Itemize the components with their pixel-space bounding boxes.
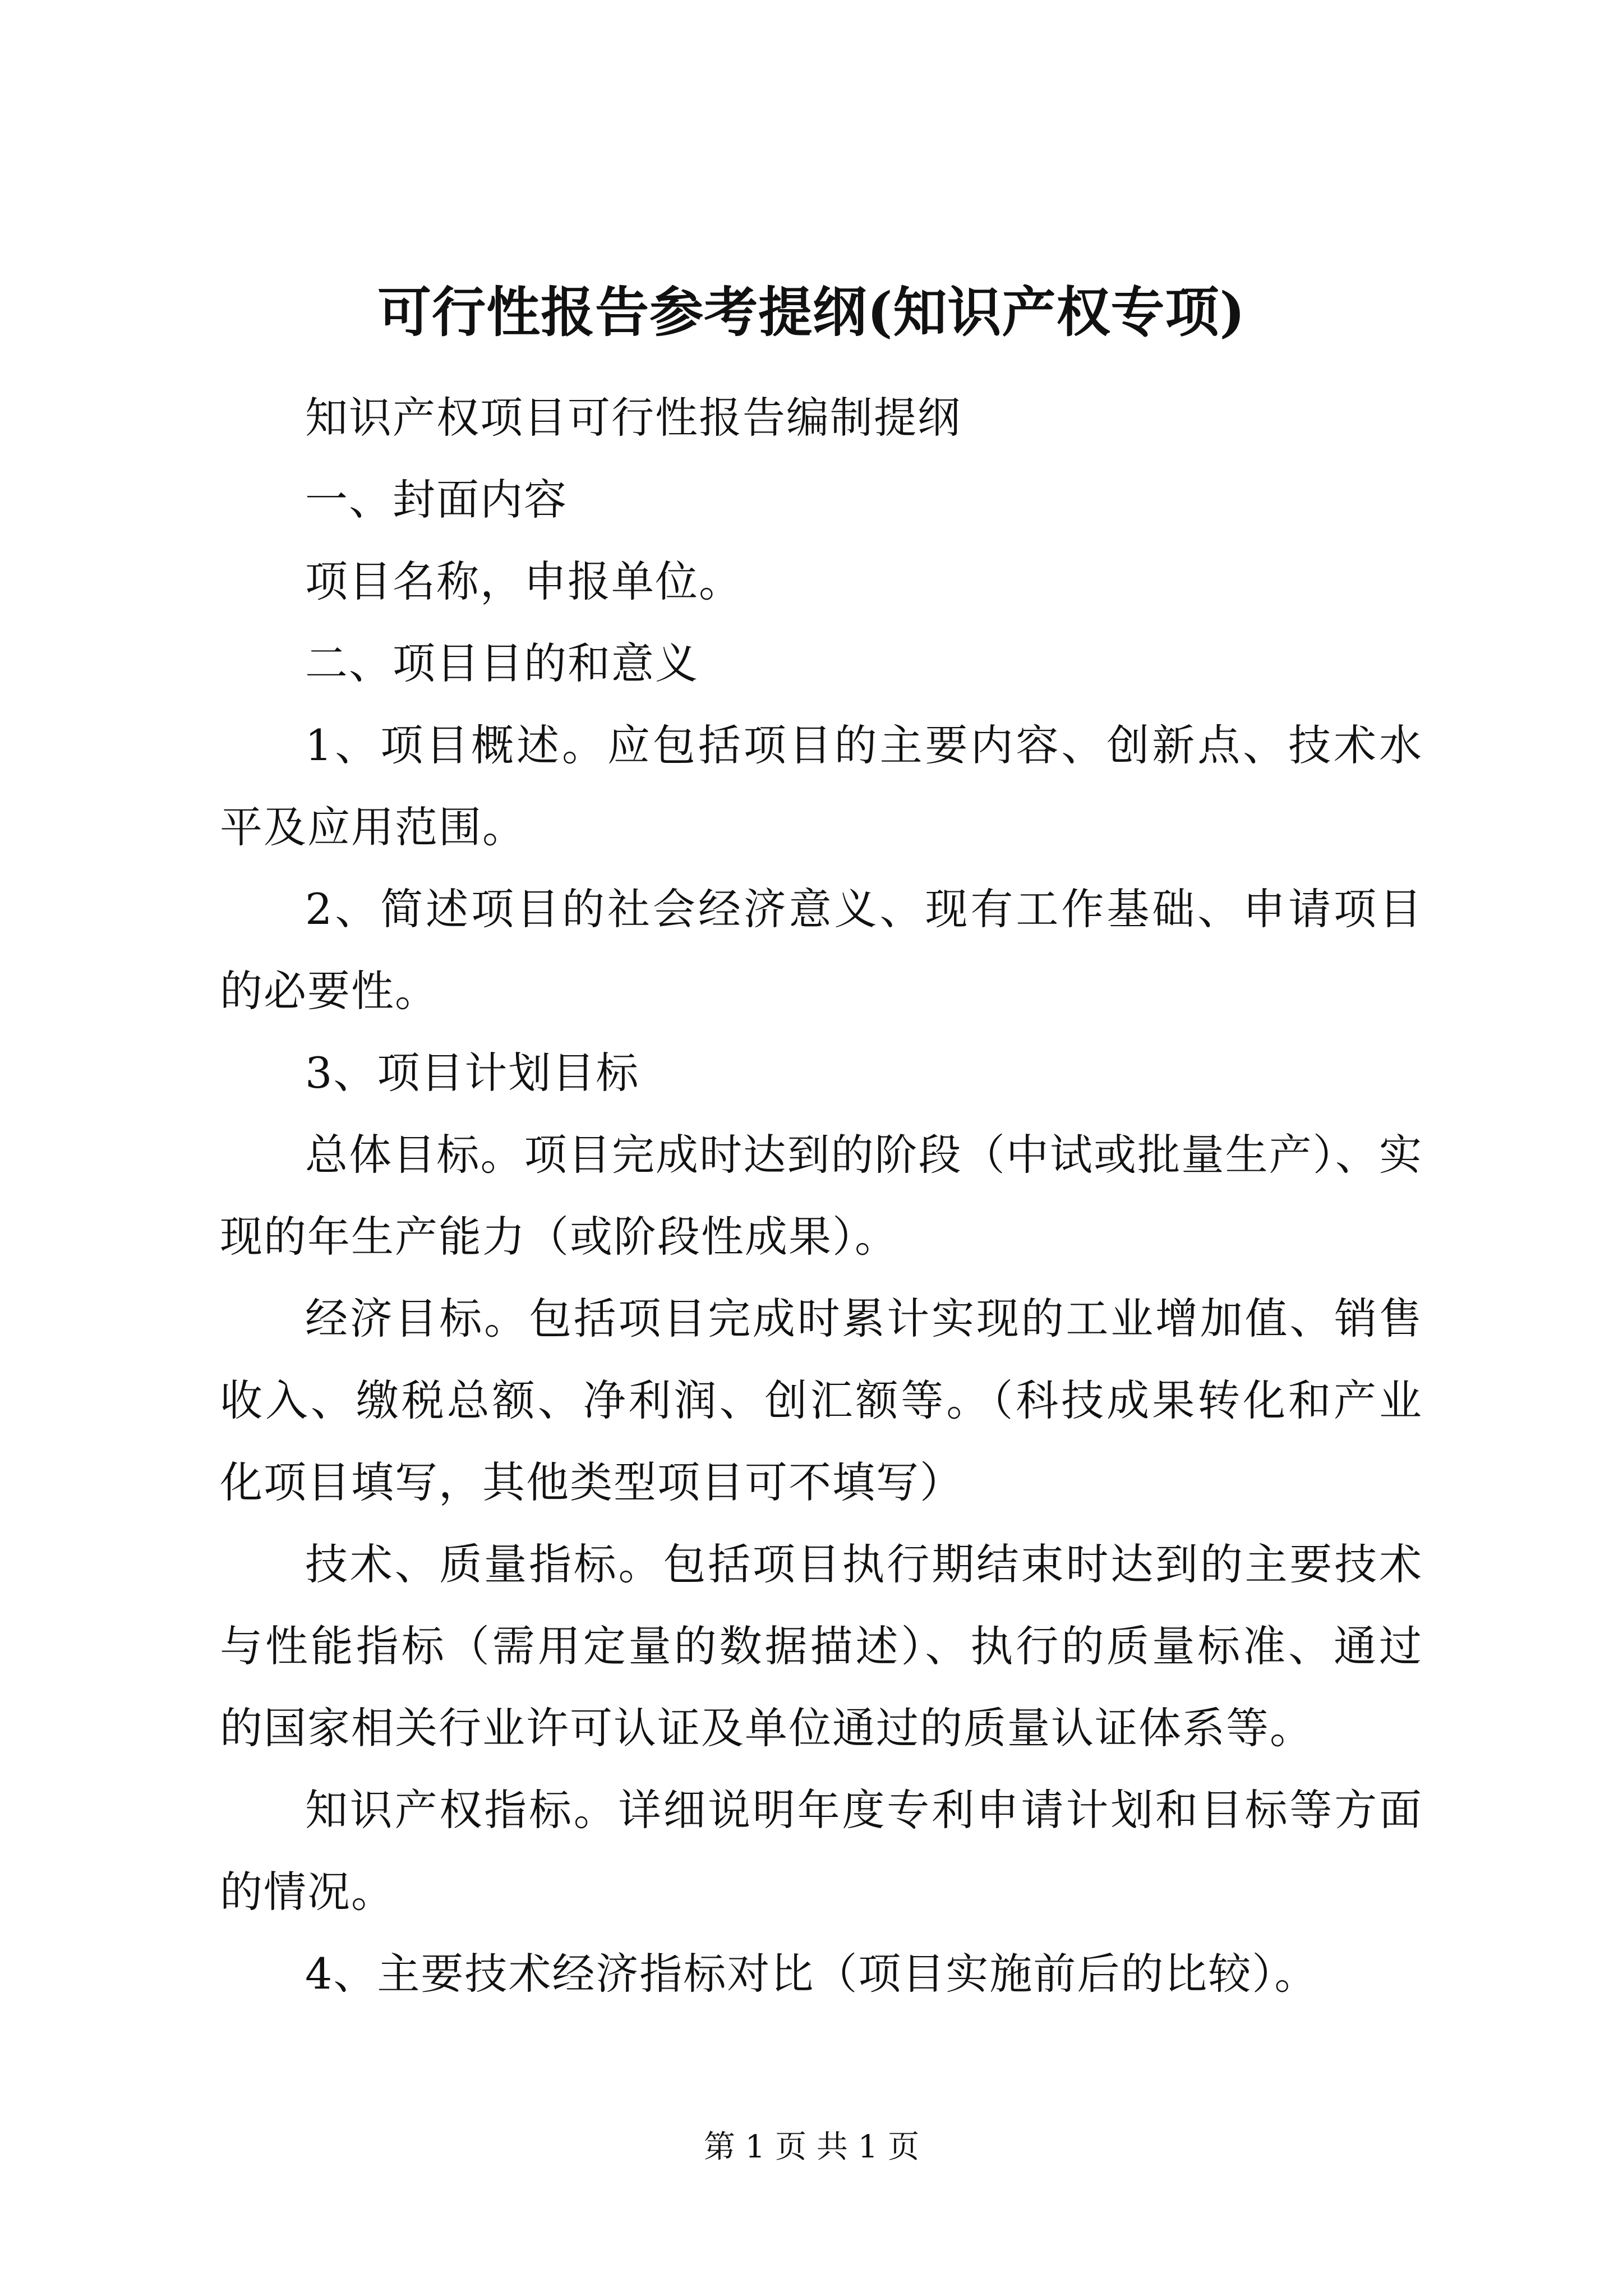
document-title: 可行性报告参考提纲(知识产权专项) — [377, 280, 1246, 344]
paragraph-economic-goal: 经济目标。包括项目完成时累计实现的工业增加值、销售收入、缴税总额、净利润、创汇额等。（科技成果转化和产业化项目填写，其他类型项目可不填写） — [220, 1294, 1423, 1507]
paragraph-item-1: 1、项目概述。应包括项目的主要内容、创新点、技术水平及应用范围。 — [220, 720, 1423, 852]
paragraph-ip-indicators: 知识产权指标。详细说明年度专利申请计划和目标等方面的情况。 — [220, 1785, 1423, 1917]
paragraph-overall-goal: 总体目标。项目完成时达到的阶段（中试或批量生产）、实现的年生产能力（或阶段性成果）。 — [220, 1130, 1423, 1262]
paragraph-item-3: 3、项目计划目标 — [305, 1048, 640, 1098]
paragraph-subtitle: 知识产权项目可行性报告编制提纲 — [305, 393, 961, 443]
paragraph-cover-items: 项目名称，申报单位。 — [305, 556, 743, 606]
paragraph-item-2: 2、简述项目的社会经济意义、现有工作基础、申请项目的必要性。 — [220, 884, 1423, 1016]
page-footer: 第 1 页 共 1 页 — [703, 2129, 920, 2165]
paragraph-section-1: 一、封面内容 — [305, 475, 568, 524]
paragraph-technical-indicators: 技术、质量指标。包括项目执行期结束时达到的主要技术与性能指标（需用定量的数据描述）、执行的质量标准、通过的国家相关行业许可认证及单位通过的质量认证体系等。 — [220, 1539, 1423, 1753]
paragraph-item-4: 4、主要技术经济指标对比（项目实施前后的比较）。 — [305, 1949, 1318, 1999]
paragraph-section-2: 二、项目目的和意义 — [305, 638, 699, 688]
document-body — [220, 377, 1423, 2015]
